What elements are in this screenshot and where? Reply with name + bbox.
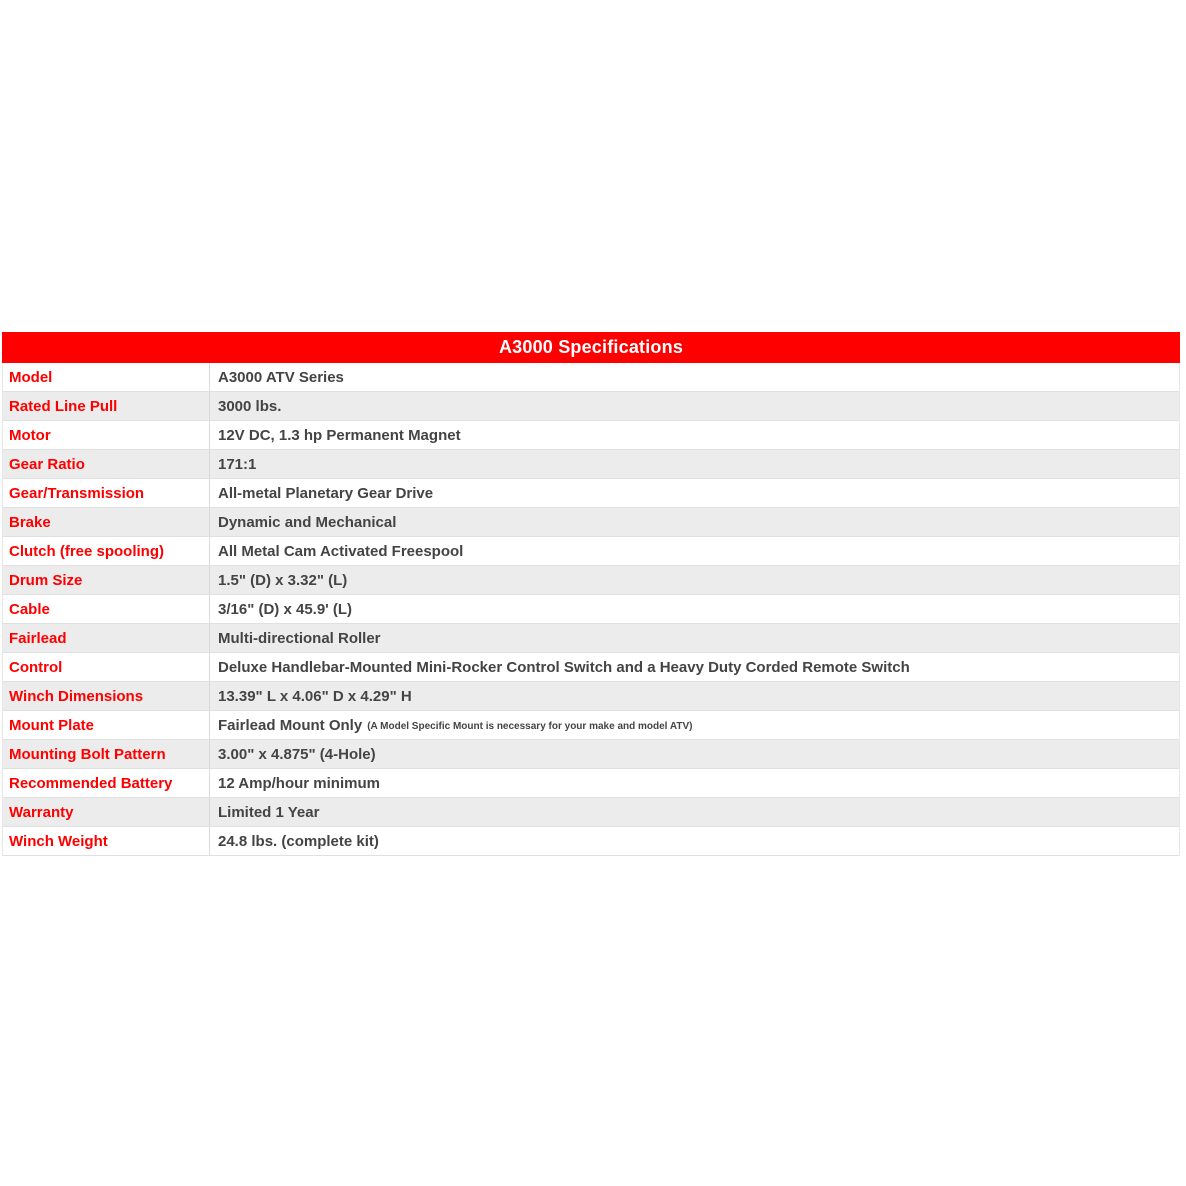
spec-value-rated-line-pull: 3000 lbs. <box>218 397 282 415</box>
table-row <box>3 566 1179 595</box>
table-row <box>3 827 1179 856</box>
spec-label-mount-plate: Mount Plate <box>3 711 210 739</box>
spec-value-motor: 12V DC, 1.3 hp Permanent Magnet <box>218 426 461 444</box>
spec-label-gear-transmission: Gear/Transmission <box>3 479 210 507</box>
spec-value-mounting-bolt-pattern: 3.00" x 4.875" (4-Hole) <box>218 745 376 763</box>
spec-label-rated-line-pull: Rated Line Pull <box>3 392 210 420</box>
spec-value-gear-ratio: 171:1 <box>218 455 257 473</box>
table-row <box>3 740 1179 769</box>
spec-value-clutch: All Metal Cam Activated Freespool <box>218 542 464 560</box>
spec-label-drum-size: Drum Size <box>3 566 210 594</box>
spec-label-control: Control <box>3 653 210 681</box>
table-row <box>3 653 1179 682</box>
spec-value-gear-transmission: All-metal Planetary Gear Drive <box>218 484 434 502</box>
table-row <box>3 363 1179 392</box>
spec-value-warranty: Limited 1 Year <box>218 803 320 821</box>
table-row <box>3 624 1179 653</box>
spec-value-cable: 3/16" (D) x 45.9' (L) <box>218 600 353 618</box>
table-row <box>3 450 1179 479</box>
spec-label-warranty: Warranty <box>3 798 210 826</box>
spec-label-recommended-battery: Recommended Battery <box>3 769 210 797</box>
table-row <box>3 711 1179 740</box>
spec-label-gear-ratio: Gear Ratio <box>3 450 210 478</box>
spec-value-control: Deluxe Handlebar-Mounted Mini-Rocker Control Switch and a Heavy Duty Corded Remote Switch <box>218 658 910 676</box>
table-row <box>3 537 1179 566</box>
spec-label-motor: Motor <box>3 421 210 449</box>
table-row <box>3 508 1179 537</box>
spec-value-brake: Dynamic and Mechanical <box>218 513 397 531</box>
spec-value-winch-weight: 24.8 lbs. (complete kit) <box>218 832 379 850</box>
specifications-table <box>2 332 1180 856</box>
spec-label-winch-dimensions: Winch Dimensions <box>3 682 210 710</box>
spec-label-model: Model <box>3 363 210 391</box>
table-row <box>3 479 1179 508</box>
table-row <box>3 595 1179 624</box>
spec-value-drum-size: 1.5" (D) x 3.32" (L) <box>218 571 348 589</box>
spec-label-brake: Brake <box>3 508 210 536</box>
spec-value-fairlead: Multi-directional Roller <box>218 629 381 647</box>
table-row <box>3 769 1179 798</box>
spec-label-clutch: Clutch (free spooling) <box>3 537 210 565</box>
table-row <box>3 798 1179 827</box>
mount-plate-value: Fairlead Mount Only <box>218 716 363 734</box>
table-row <box>3 682 1179 711</box>
spec-value-winch-dimensions: 13.39" L x 4.06" D x 4.29" H <box>218 687 412 705</box>
spec-value-mount-plate <box>210 711 1179 739</box>
spec-label-cable: Cable <box>3 595 210 623</box>
spec-label-fairlead: Fairlead <box>3 624 210 652</box>
table-body <box>2 363 1180 856</box>
spec-value-model: A3000 ATV Series <box>218 368 344 386</box>
spec-label-winch-weight: Winch Weight <box>3 827 210 855</box>
table-title: A3000 Specifications <box>2 332 1180 363</box>
table-row <box>3 392 1179 421</box>
table-row <box>3 421 1179 450</box>
spec-value-recommended-battery: 12 Amp/hour minimum <box>218 774 380 792</box>
spec-label-mounting-bolt-pattern: Mounting Bolt Pattern <box>3 740 210 768</box>
mount-plate-note: (A Model Specific Mount is necessary for your make and model ATV) <box>367 720 693 732</box>
